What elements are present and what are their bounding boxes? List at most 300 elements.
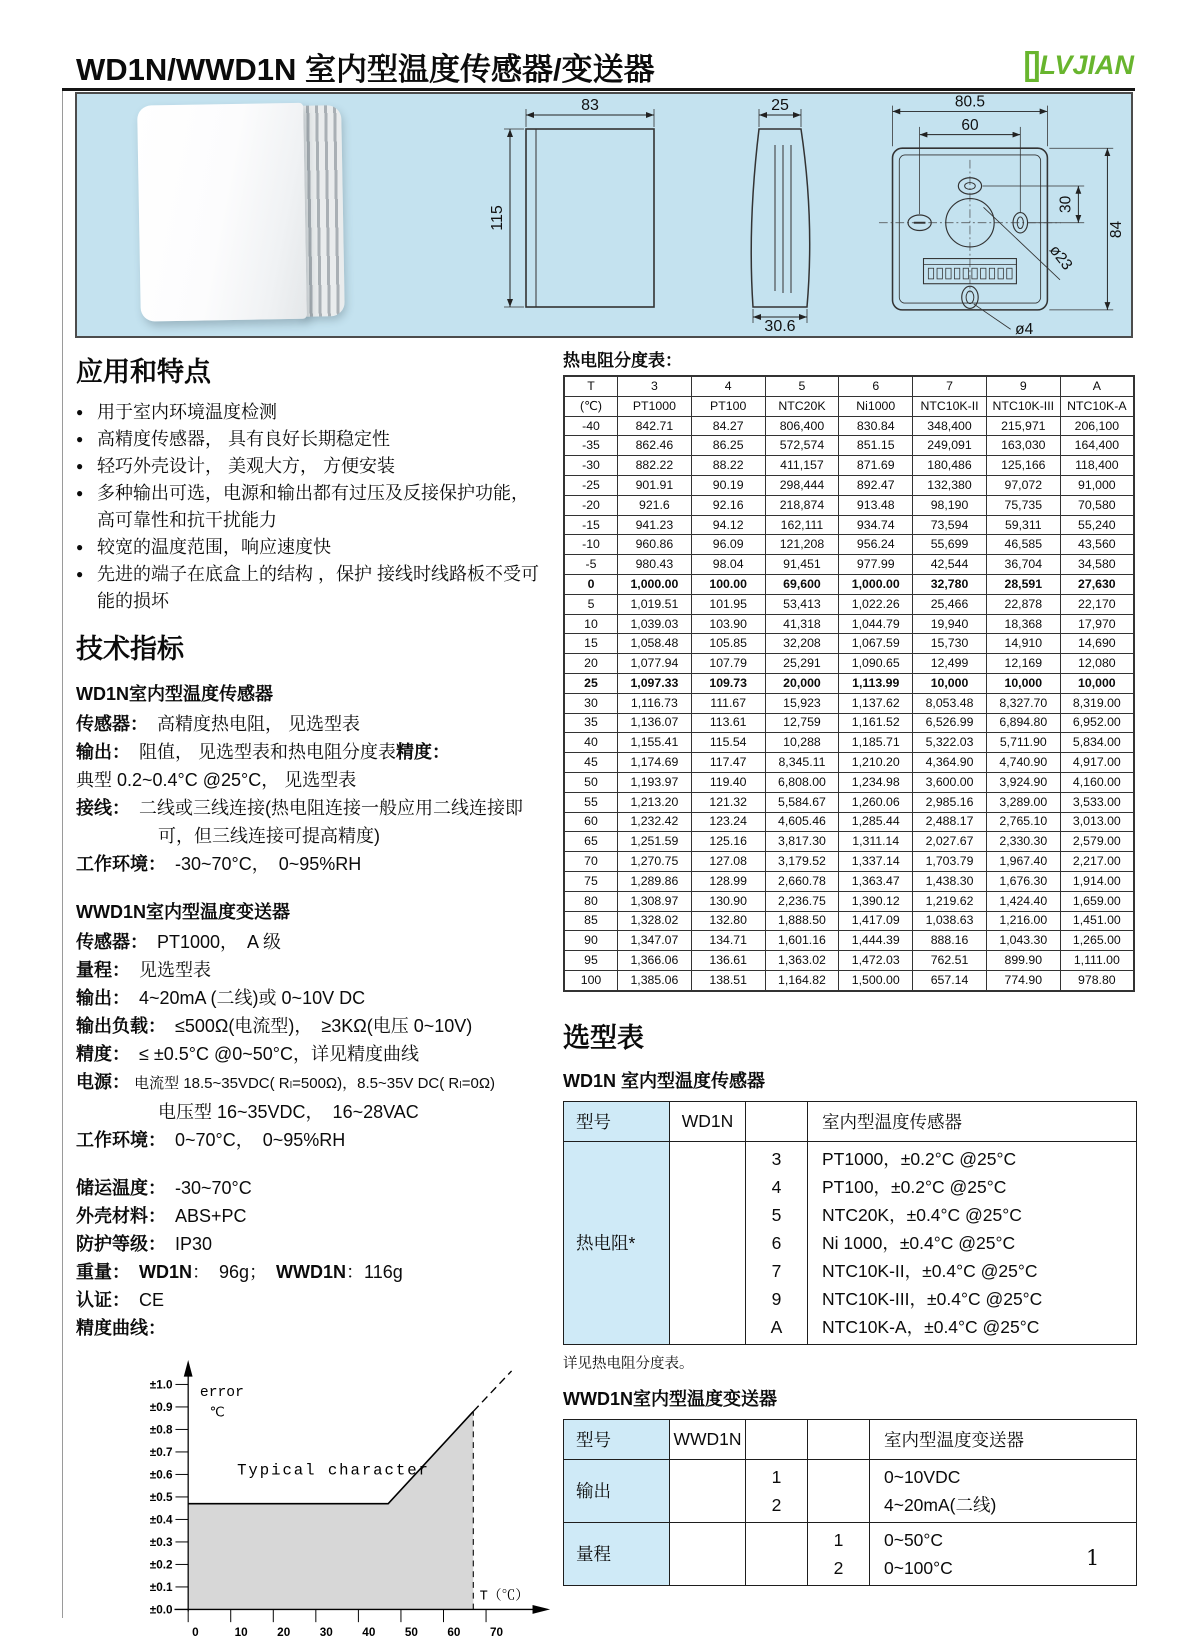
- table-cell: 1,363.02: [765, 951, 839, 971]
- table-cell: 572,574: [765, 436, 839, 456]
- table-cell: 42,544: [913, 555, 987, 575]
- table-cell: 1,390.12: [839, 891, 913, 911]
- table-cell: 8,319.00: [1060, 693, 1134, 713]
- product-photo: [103, 100, 363, 328]
- x-tick-label: 10: [234, 1625, 248, 1639]
- table-cell: 2,027.67: [913, 832, 987, 852]
- table-cell: 20,000: [765, 673, 839, 693]
- table-header-cell: PT1000: [618, 396, 692, 416]
- table-cell: 901.91: [618, 475, 692, 495]
- table-cell: 1,232.42: [618, 812, 692, 832]
- table-header-cell: 7: [913, 376, 987, 396]
- table-cell: 2,217.00: [1060, 852, 1134, 872]
- table-cell: 8,345.11: [765, 753, 839, 773]
- back-view-drawing: [849, 93, 1149, 339]
- table-cell: 98,190: [913, 495, 987, 515]
- selection-subtitle-wwd1n: WWD1N室内型温度变送器: [563, 1388, 777, 1409]
- table-row: [564, 436, 1134, 456]
- group-label-cell: 热电阻*: [564, 1141, 670, 1344]
- table-cell: 1,097.33: [618, 673, 692, 693]
- table-cell: 6,526.99: [913, 713, 987, 733]
- y-tick-label: ±0.9: [149, 1400, 173, 1414]
- table-cell: 5: [564, 594, 618, 614]
- table-cell: 3,289.00: [986, 792, 1060, 812]
- option-desc: NTC10K-II，±0.4°C @25°C: [822, 1260, 1038, 1281]
- table-cell: 657.14: [913, 970, 987, 990]
- spec-line: [76, 1098, 548, 1126]
- table-cell: 978.80: [1060, 970, 1134, 990]
- table-cell: 3,013.00: [1060, 812, 1134, 832]
- table-header-cell: (℃): [564, 396, 618, 416]
- y-tick-label: ±0.4: [149, 1513, 173, 1527]
- table-cell: 100.00: [691, 574, 765, 594]
- table-cell: 1,444.39: [839, 931, 913, 951]
- table-cell: 1,285.44: [839, 812, 913, 832]
- feature-item: ● 先进的端子在底盒上的结构 ，保护 接线时线路板不受可能的损坏: [76, 561, 548, 615]
- table-row: [564, 891, 1134, 911]
- table-cell: 2,236.75: [765, 891, 839, 911]
- spec-line: [76, 928, 548, 956]
- table-header-cell: WD1N: [670, 1101, 746, 1141]
- table-cell: 55,240: [1060, 515, 1134, 535]
- table-cell: 830.84: [839, 416, 913, 436]
- table-cell: 2,660.78: [765, 871, 839, 891]
- rect-el: [946, 268, 951, 279]
- table-cell: 1,311.14: [839, 832, 913, 852]
- spec-text: 高精度热电阻， 见选型表: [139, 714, 360, 734]
- table-cell: 3,533.00: [1060, 792, 1134, 812]
- table-cell: 218,874: [765, 495, 839, 515]
- spec-label: 外壳材料：: [76, 1206, 157, 1226]
- table-cell: 1,451.00: [1060, 911, 1134, 931]
- table-row: [564, 733, 1134, 753]
- code-stack: [746, 1522, 808, 1585]
- table-cell: 934.74: [839, 515, 913, 535]
- table-row: [564, 772, 1134, 792]
- tbody-el: [564, 416, 1134, 991]
- rect-el: [1007, 268, 1012, 279]
- table-row: [564, 792, 1134, 812]
- y-tick-label: ±0.1: [149, 1580, 173, 1594]
- table-cell: 22,878: [986, 594, 1060, 614]
- table-cell: 1,219.62: [913, 891, 987, 911]
- table-cell: 46,585: [986, 535, 1060, 555]
- table-header-cell: NTC10K-A: [1060, 396, 1134, 416]
- table-cell: 1,888.50: [765, 911, 839, 931]
- table-cell: [670, 1522, 746, 1585]
- table-row: [564, 852, 1134, 872]
- desc-stack: [808, 1141, 1137, 1344]
- table-cell: 12,169: [986, 654, 1060, 674]
- spec-line: [76, 1012, 548, 1040]
- table-cell: 14,910: [986, 634, 1060, 654]
- table-cell: 60: [564, 812, 618, 832]
- option-desc: 0~100°C: [884, 1557, 953, 1578]
- spec-text: 0~70°C， 0~95%RH: [157, 1130, 346, 1150]
- table-cell: 1,116.73: [618, 693, 692, 713]
- table-cell: 3,600.00: [913, 772, 987, 792]
- table-cell: 871.69: [839, 456, 913, 476]
- option-desc: PT100，±0.2°C @25°C: [822, 1176, 1007, 1197]
- y-axis-unit: ℃: [209, 1406, 226, 1422]
- table-header-cell: T: [564, 376, 618, 396]
- table-cell: 1,500.00: [839, 970, 913, 990]
- spec-text: -30~70°C， 0~95%RH: [157, 854, 362, 874]
- table-cell: 1,000.00: [839, 574, 913, 594]
- spec-line: [76, 956, 548, 984]
- dim-label: 30: [1057, 195, 1075, 213]
- table-row: [564, 1459, 1137, 1522]
- table-cell: 4,740.90: [986, 753, 1060, 773]
- spec-text: 4~20mA (二线)或 0~10V DC: [121, 988, 366, 1008]
- table-row: [564, 574, 1134, 594]
- table-cell: 30: [564, 693, 618, 713]
- spec-label: 量程：: [76, 960, 121, 980]
- table-cell: 25,291: [765, 654, 839, 674]
- table-cell: 1,022.26: [839, 594, 913, 614]
- front-view-drawing: [482, 97, 702, 333]
- y-tick-label: ±0.3: [149, 1535, 173, 1549]
- table-cell: 1,417.09: [839, 911, 913, 931]
- general-spec-lines: [76, 1174, 548, 1342]
- spec-text: ≤500Ω(电流型)， ≥3KΩ(电压 0~10V): [157, 1016, 473, 1036]
- table-cell: 90: [564, 931, 618, 951]
- tbody-el: [564, 1459, 1137, 1585]
- table-cell: 127.08: [691, 852, 765, 872]
- table-cell: 1,265.00: [1060, 931, 1134, 951]
- option-code: 1: [771, 1466, 782, 1487]
- dim-label: 115: [489, 205, 506, 231]
- table-cell: 980.43: [618, 555, 692, 575]
- table-row: [564, 911, 1134, 931]
- table-cell: 960.86: [618, 535, 692, 555]
- thead-el: [564, 376, 1134, 416]
- table-cell: 1,185.71: [839, 733, 913, 753]
- table-cell: 109.73: [691, 673, 765, 693]
- table-cell: 1,044.79: [839, 614, 913, 634]
- spec-text: 阻值， 见选型表和热电阻分度表: [121, 742, 396, 762]
- spec-label: 传感器：: [76, 932, 139, 952]
- table-cell: -20: [564, 495, 618, 515]
- table-cell: -30: [564, 456, 618, 476]
- table-cell: 882.22: [618, 456, 692, 476]
- code-stack: [808, 1522, 870, 1585]
- selection-note: 详见热电阻分度表。: [563, 1355, 694, 1372]
- table-header-row: [564, 1101, 1137, 1141]
- dim-label: 83: [581, 97, 599, 114]
- table-cell: 1,438.30: [913, 871, 987, 891]
- table-cell: 69,600: [765, 574, 839, 594]
- table-cell: 25,466: [913, 594, 987, 614]
- table-cell: 136.61: [691, 951, 765, 971]
- table-cell: 921.6: [618, 495, 692, 515]
- spec-line: [76, 984, 548, 1012]
- table-cell: 1,270.75: [618, 852, 692, 872]
- table-header-cell: WWD1N: [670, 1419, 746, 1459]
- y-tick-label: ±0.2: [149, 1558, 173, 1572]
- table-header-cell: NTC10K-II: [913, 396, 987, 416]
- table-cell: 118,400: [1060, 456, 1134, 476]
- table-cell: 411,157: [765, 456, 839, 476]
- spec-line: [76, 710, 548, 738]
- spec-text: 可，但三线连接可提高精度): [158, 826, 380, 846]
- table-cell: -5: [564, 555, 618, 575]
- spec-line: [76, 1286, 548, 1314]
- table-cell: 5,322.03: [913, 733, 987, 753]
- table-header-cell: 6: [839, 376, 913, 396]
- option-desc: NTC20K，±0.4°C @25°C: [822, 1204, 1022, 1225]
- table-cell: 28,591: [986, 574, 1060, 594]
- feature-item: ● 高精度传感器， 具有良好长期稳定性: [76, 426, 548, 453]
- table-cell: -15: [564, 515, 618, 535]
- x-tick-label: 20: [277, 1625, 291, 1639]
- option-desc: 0~50°C: [884, 1529, 944, 1550]
- table-cell: 1,385.06: [618, 970, 692, 990]
- feature-item: ● 轻巧外壳设计， 美观大方， 方便安装: [76, 453, 548, 480]
- option-desc: NTC10K-III，±0.4°C @25°C: [822, 1288, 1043, 1309]
- table-cell: 53,413: [765, 594, 839, 614]
- table-cell: 32,208: [765, 634, 839, 654]
- table-cell: 55,699: [913, 535, 987, 555]
- spec-label: 传感器：: [76, 714, 139, 734]
- dim-label: 60: [961, 116, 979, 134]
- table-cell: 1,424.40: [986, 891, 1060, 911]
- rect-el: [963, 268, 968, 279]
- features-heading: 应用和特点: [76, 357, 211, 387]
- rect-el: [981, 268, 986, 279]
- table-cell: 15,923: [765, 693, 839, 713]
- spec-label: 精度：: [396, 742, 450, 762]
- table-row: [564, 951, 1134, 971]
- dim-label: 80.5: [954, 93, 986, 111]
- table-cell: 1,703.79: [913, 852, 987, 872]
- wwd1n-selection-table: [563, 1419, 1137, 1586]
- table-cell: 348,400: [913, 416, 987, 436]
- table-cell: 762.51: [913, 951, 987, 971]
- table-row: [564, 931, 1134, 951]
- spec-text: 电流型 18.5~35VDC( Rₗ=500Ω)，8.5~35V DC( Rₗ=0Ω): [130, 1075, 496, 1092]
- table-cell: 3,179.52: [765, 852, 839, 872]
- product-panel: [75, 92, 1133, 338]
- table-cell: [670, 1141, 746, 1344]
- table-cell: 4,160.00: [1060, 772, 1134, 792]
- dim-label: 84: [1107, 220, 1125, 239]
- table-cell: 119.40: [691, 772, 765, 792]
- spec-label: 输出：: [76, 988, 121, 1008]
- table-cell: 25: [564, 673, 618, 693]
- rect-el: [998, 268, 1003, 279]
- table-cell: 862.46: [618, 436, 692, 456]
- group-label-cell: 输出: [564, 1459, 670, 1522]
- table-header-cell: A: [1060, 376, 1134, 396]
- features-list: [76, 399, 548, 615]
- table-cell: 86.25: [691, 436, 765, 456]
- table-cell: 91,000: [1060, 475, 1134, 495]
- table-header-cell: 4: [691, 376, 765, 396]
- spec-label: 认证：: [76, 1290, 121, 1310]
- table-cell: 1,251.59: [618, 832, 692, 852]
- table-cell: 249,091: [913, 436, 987, 456]
- table-cell: 806,400: [765, 416, 839, 436]
- table-cell: 1,347.07: [618, 931, 692, 951]
- table-cell: 1,090.65: [839, 654, 913, 674]
- spec-line: [76, 1068, 548, 1098]
- table-cell: 2,488.17: [913, 812, 987, 832]
- x-tick-label: 50: [404, 1625, 418, 1639]
- table-cell: 1,337.14: [839, 852, 913, 872]
- table-cell: 41,318: [765, 614, 839, 634]
- logo-bracket-icon: []: [1023, 46, 1038, 83]
- spec-text: ：116g: [346, 1262, 403, 1282]
- table-cell: 3,924.90: [986, 772, 1060, 792]
- spec-line: [76, 850, 548, 878]
- table-row: [564, 832, 1134, 852]
- table-row: [564, 871, 1134, 891]
- code-stack: [746, 1459, 808, 1522]
- ellipse-el: [966, 291, 974, 304]
- y-tick-label: ±0.8: [149, 1423, 173, 1437]
- table-cell: 5,834.00: [1060, 733, 1134, 753]
- table-cell: 180,486: [913, 456, 987, 476]
- table-cell: 88.22: [691, 456, 765, 476]
- table-cell: 1,019.51: [618, 594, 692, 614]
- table-cell: 27,630: [1060, 574, 1134, 594]
- spec-line: [76, 766, 548, 794]
- spec-label: 精度曲线：: [76, 1318, 166, 1338]
- table-cell: 1,077.94: [618, 654, 692, 674]
- x-tick-label: 40: [362, 1625, 376, 1639]
- table-cell: 1,213.20: [618, 792, 692, 812]
- table-cell: 94.12: [691, 515, 765, 535]
- table-cell: 1,161.52: [839, 713, 913, 733]
- resistance-table-label: 热电阻分度表：: [563, 351, 682, 370]
- rect-el: [989, 268, 994, 279]
- table-cell: 98.04: [691, 555, 765, 575]
- table-cell: 107.79: [691, 654, 765, 674]
- spec-label: 电源：: [76, 1072, 130, 1092]
- table-cell: 19,940: [913, 614, 987, 634]
- table-row: [564, 456, 1134, 476]
- spec-text: IP30: [157, 1234, 213, 1254]
- table-cell: 5,584.67: [765, 792, 839, 812]
- specs-heading: 技术指标: [76, 634, 184, 664]
- table-cell: 123.24: [691, 812, 765, 832]
- option-code: 4: [771, 1176, 782, 1197]
- table-cell: 10,000: [913, 673, 987, 693]
- table-cell: 1,136.07: [618, 713, 692, 733]
- table-cell: 1,174.69: [618, 753, 692, 773]
- product-photo-front: [137, 103, 307, 322]
- table-cell: 134.71: [691, 931, 765, 951]
- table-header-cell: PT100: [691, 396, 765, 416]
- y-tick-label: ±0.0: [149, 1603, 173, 1617]
- table-header-cell: 室内型温度传感器: [808, 1101, 1137, 1141]
- table-cell: 75: [564, 871, 618, 891]
- table-cell: 92.16: [691, 495, 765, 515]
- table-cell: 121,208: [765, 535, 839, 555]
- table-cell: 43,560: [1060, 535, 1134, 555]
- chart-annotation: Typical character: [237, 1461, 430, 1480]
- table-cell: 1,472.03: [839, 951, 913, 971]
- tbody-el: [564, 1101, 1137, 1344]
- table-cell: 6,894.80: [986, 713, 1060, 733]
- table-cell: 6,952.00: [1060, 713, 1134, 733]
- table-cell: 1,676.30: [986, 871, 1060, 891]
- table-cell: 22,170: [1060, 594, 1134, 614]
- curve-dashed-extension: [473, 1371, 511, 1412]
- table-cell: 130.90: [691, 891, 765, 911]
- left-column: [76, 350, 548, 1644]
- table-cell: 101.95: [691, 594, 765, 614]
- table-cell: 36,704: [986, 555, 1060, 575]
- table-cell: 0: [564, 574, 618, 594]
- selection-subtitle-wd1n: WD1N 室内型温度传感器: [563, 1070, 765, 1091]
- table-cell: 15: [564, 634, 618, 654]
- table-cell: 1,260.06: [839, 792, 913, 812]
- table-cell: 14,690: [1060, 634, 1134, 654]
- table-header-cell: 型号: [564, 1101, 670, 1141]
- table-cell: 12,080: [1060, 654, 1134, 674]
- table-cell: 163,030: [986, 436, 1060, 456]
- x-tick-label: 0: [192, 1625, 199, 1639]
- table-cell: 851.15: [839, 436, 913, 456]
- table-cell: 115.54: [691, 733, 765, 753]
- table-row: [564, 970, 1134, 990]
- spec-label: 储运温度：: [76, 1178, 157, 1198]
- table-row: [564, 594, 1134, 614]
- y-tick-label: ±1.0: [149, 1378, 173, 1392]
- page-number: 1: [1086, 1546, 1100, 1570]
- spec-line: [76, 1202, 548, 1230]
- spec-label: 重量：: [76, 1262, 121, 1282]
- table-cell: 6,808.00: [765, 772, 839, 792]
- spec-text: ： 96g；: [192, 1262, 277, 1282]
- rect-el: [928, 268, 933, 279]
- spec-line: [76, 1126, 548, 1154]
- rect-el: [954, 268, 959, 279]
- table-cell: 1,363.47: [839, 871, 913, 891]
- spec-text: -30~70°C: [157, 1178, 252, 1198]
- table-cell: 45: [564, 753, 618, 773]
- table-row: [564, 634, 1134, 654]
- table-header-cell: 9: [986, 376, 1060, 396]
- spec-line: [76, 1258, 548, 1286]
- spec-line: [76, 822, 548, 850]
- group-label-cell: 量程: [564, 1522, 670, 1585]
- path-el: [751, 129, 809, 307]
- table-cell: 1,967.40: [986, 852, 1060, 872]
- table-cell: 20: [564, 654, 618, 674]
- table-cell: 977.99: [839, 555, 913, 575]
- option-code: 1: [833, 1529, 844, 1550]
- table-cell: 125,166: [986, 456, 1060, 476]
- table-cell: 298,444: [765, 475, 839, 495]
- table-cell: 4,364.90: [913, 753, 987, 773]
- table-header-cell: Ni1000: [839, 396, 913, 416]
- table-cell: 50: [564, 772, 618, 792]
- option-desc: 4~20mA(二线): [884, 1494, 997, 1515]
- feature-item: ● 多种输出可选，电源和输出都有过压及反接保护功能， 高可靠性和抗干扰能力: [76, 480, 548, 534]
- table-cell: 8,053.48: [913, 693, 987, 713]
- table-cell: 121.32: [691, 792, 765, 812]
- table-cell: -40: [564, 416, 618, 436]
- table-cell: 1,043.30: [986, 931, 1060, 951]
- table-cell: 2,985.16: [913, 792, 987, 812]
- spec-subtitle-wwd1n: WWD1N室内型温度变送器: [76, 902, 290, 922]
- table-header-cell: 5: [765, 376, 839, 396]
- table-cell: 215,971: [986, 416, 1060, 436]
- table-cell: 113.61: [691, 713, 765, 733]
